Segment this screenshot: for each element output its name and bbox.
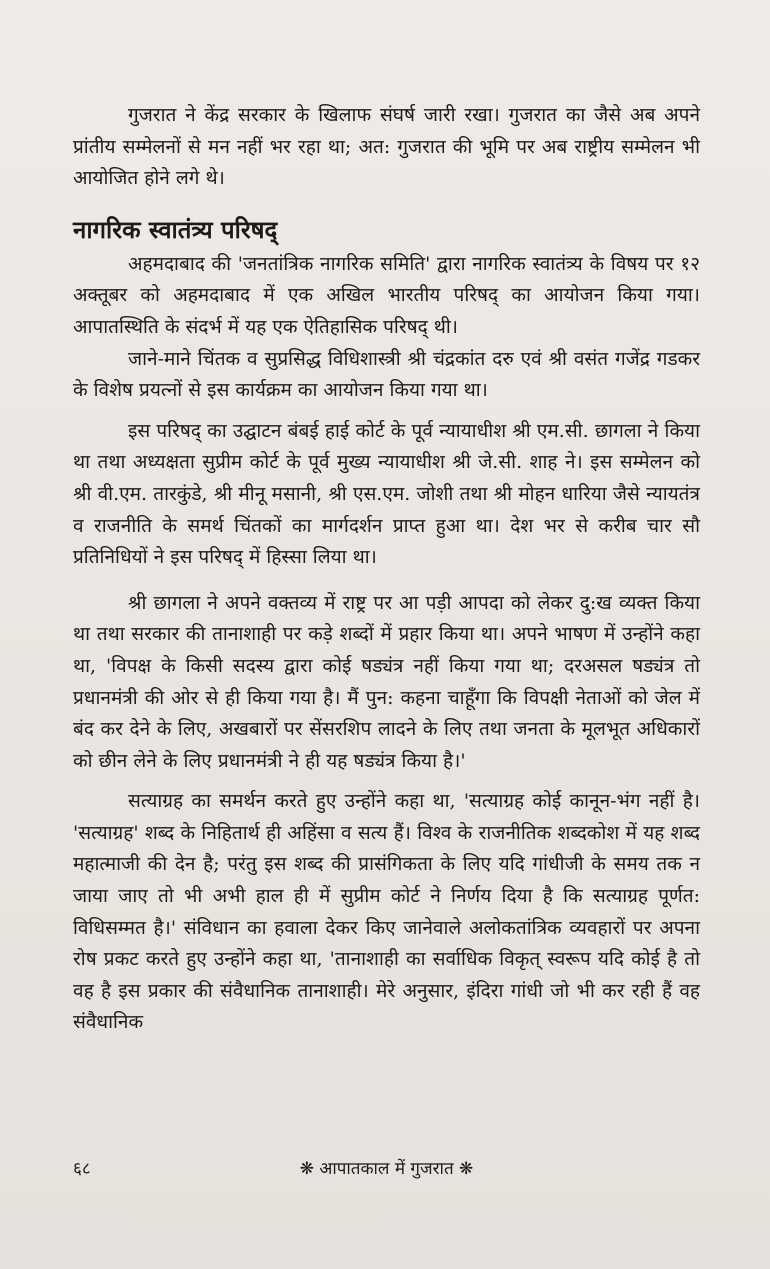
paragraph-satyagraha: सत्याग्रह का समर्थन करते हुए उन्होंने कहा था, 'सत्याग्रह कोई कानून-भंग नहीं है। 'सत्याग्रह' शब्द के निहितार्थ ही अहिंसा व सत्य हैं। विश्व के राजनीतिक शब्दकोश में यह शब्द महात्माजी की देन है; परंतु इस शब्द की प्रासंगिकता के लिए यदि गांधीजी के समय तक न जाया जाए तो भी अभी हाल ही में सुप्रीम कोर्ट ने निर्णय दिया है कि सत्याग्रह पूर्णत: विधिसम्मत है।' संविधान का हवाला देकर किए जानेवाले अलोकतांत्रिक व्यवहारों पर अपना रोष प्रकट करते हुए उन्होंने कहा था, 'तानाशाही का सर्वाधिक विकृत् स्वरूप यदि कोई है तो वह है इस प्रकार की संवैधानिक तानाशाही। मेरे अनुसार, इंदिरा गांधी जो भी कर रही हैं वह संवैधानिक [73, 790, 700, 1034]
page-body [73, 100, 700, 1039]
section-heading: नागरिक स्वातंत्र्य परिषद् [73, 215, 278, 244]
paragraph-chagla-speech: श्री छागला ने अपने वक्तव्य में राष्ट्र पर आ पड़ी आपदा को लेकर दु:ख व्यक्त किया था तथा सरकार की तानाशाही पर कड़े शब्दों में प्रहार किया था। अपने भाषण में उन्होंने कहा था, 'विपक्ष के किसी सदस्य द्वारा कोई षड्यंत्र नहीं किया गया था; दरअसल षड्यंत्र तो प्रधानमंत्री की ओर से ही किया गया है। मैं पुन: कहना चाहूँगा कि विपक्षी नेताओं को जेल में बंद कर देने के लिए, अखबारों पर सेंसरशिप लादने के लिए तथा जनता के मूलभूत अधिकारों को छीन लेने के लिए प्रधानमंत्री ने ही यह षड्यंत्र किया है।' [73, 591, 700, 772]
paragraph-inauguration: इस परिषद् का उद्घाटन बंबई हाई कोर्ट के पूर्व न्यायाधीश श्री एम.सी. छागला ने किया था तथा अध्यक्षता सुप्रीम कोर्ट के पूर्व मुख्य न्यायाधीश श्री जे.सी. शाह ने। इस सम्मेलन को श्री वी.एम. तारकुंडे, श्री मीनू मसानी, श्री एस.एम. जोशी तथा श्री मोहन धारिया जैसे न्यायतंत्र व राजनीति के समर्थ चिंतकों का मार्गदर्शन प्राप्त हुआ था। देश भर से करीब चार सौ प्रतिनिधियों ने इस परिषद् में हिस्सा लिया था। [73, 419, 700, 569]
intro-paragraph: गुजरात ने केंद्र सरकार के खिलाफ संघर्ष जारी रखा। गुजरात का जैसे अब अपने प्रांतीय सम्मेलनों से मन नहीं भर रहा था; अत: गुजरात की भूमि पर अब राष्ट्रीय सम्मेलन भी आयोजित होने लगे थे। [73, 104, 700, 190]
paragraph-organizers: जाने-माने चिंतक व सुप्रसिद्ध विधिशास्त्री श्री चंद्रकांत दरु एवं श्री वसंत गजेंद्र गडकर के विशेष प्रयत्नों से इस कार्यक्रम का आयोजन किया गया था। [73, 347, 700, 402]
paragraph-samiti: अहमदाबाद की 'जनतांत्रिक नागरिक समिति' द्वारा नागरिक स्वातंत्र्य के विषय पर १२ अक्तूबर को अहमदाबाद में एक अखिल भारतीय परिषद् का आयोजन किया गया। आपातस्थिति के संदर्भ में यह एक ऐतिहासिक परिषद् थी। [73, 252, 700, 338]
running-footer-title: ❋ आपातकाल में गुजरात ❋ [299, 1159, 474, 1179]
page-footer [73, 1156, 700, 1186]
page-number: ६८ [73, 1159, 91, 1179]
